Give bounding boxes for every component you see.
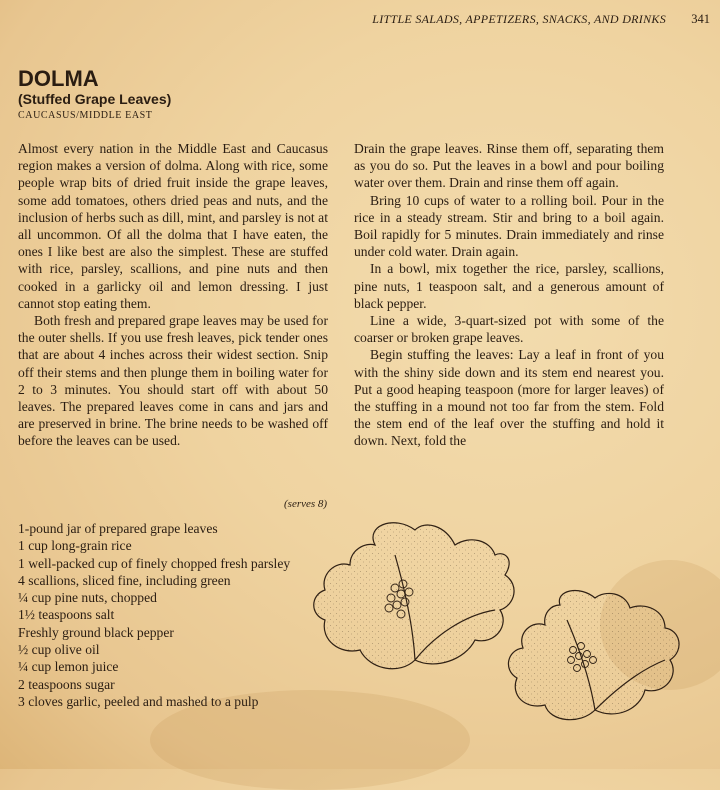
method-paragraph: Bring 10 cups of water to a rolling boil. Pour in the rice in a steady stream. Stir and bring to a boil again. Boil rapidly for 5 minutes. Drain immediately and rinse under cold water. Drain again. [354,192,664,260]
ingredient-item: ½ cup olive oil [18,642,100,658]
method-paragraph: Begin stuffing the leaves: Lay a leaf in front of you with the shiny side down and its stem end nearest you. Put a good heaping teaspoon (more for larger leaves) of the stuffing in a mound not too far from the stem. Fold the stem end of the leaf over the stuffing and hold it down. Next, fold the [354,347,664,449]
recipe-subtitle: (Stuffed Grape Leaves) [18,91,172,107]
ingredient-item: 1½ teaspoons salt [18,607,115,623]
method-paragraph: Line a wide, 3-quart-sized pot with some of the coarser or broken grape leaves. [354,313,664,346]
intro-paragraph: Almost every nation in the Middle East and Caucasus region makes a version of dolma. Along with rice, some people wrap bits of dried fruit inside the grape leaves, some add tomatoes, others dried peas and nuts, and the inclusion of herbs such as dill, mint, and parsley is not at all uncommon. Of all the dolma that I have eaten, the ones I like best are also the simplest. These are stuffed with rice, parsley, scallions, and pine nuts and then cooked in a garlicky oil and lemon dressing. I just cannot stop eating them. [18,141,328,311]
ingredient-item: 1-pound jar of prepared grape leaves [18,521,218,536]
serves-note: (serves 8) [284,498,328,510]
ingredient-item: Freshly ground black pepper [18,624,174,640]
ingredient-item: 2 teaspoons sugar [18,676,115,692]
leaf-shading [508,591,679,720]
ingredient-item: 4 scallions, sliced fine, including green [18,572,231,588]
method-paragraph: Drain the grape leaves. Rinse them off, separating them as you do so. Put the leaves in a bowl and pour boiling water over them. Drain and rinse them off again. [354,141,664,191]
method-paragraph: In a bowl, mix together the rice, parsley, scallions, pine nuts, 1 teaspoon salt, and a generous amount of black pepper. [354,261,664,311]
ingredient-list [18,520,290,710]
page-number: 341 [691,12,710,26]
recipe-title: DOLMA [18,66,99,91]
running-head: LITTLE SALADS, APPETIZERS, SNACKS, AND DRINKS [372,12,666,26]
intro-column [18,140,328,450]
grape-leaf-illustration [305,510,715,760]
leaf-shading [314,523,514,669]
ingredient-item: 1 cup long-grain rice [18,538,132,554]
intro-paragraph: Both fresh and prepared grape leaves may be used for the outer shells. If you use fresh leaves, pick tender ones that are about 4 inches across their widest section. Snip off their stems and then plunge them in boiling water for 2 to 3 minutes. You should start off with about 50 leaves. The prepared leaves come in cans and jars and are preserved in brine. The brine needs to be washed off before the leaves can be used. [18,313,328,449]
recipe-region: CAUCASUS/MIDDLE EAST [18,110,153,121]
method-column [354,140,664,450]
ingredient-item: 1 well-packed cup of finely chopped fresh parsley [18,555,291,571]
ingredient-item: ¼ cup pine nuts, chopped [18,590,157,606]
ingredient-item: ¼ cup lemon juice [18,659,119,675]
page-header [0,12,720,34]
ingredient-item: 3 cloves garlic, peeled and mashed to a pulp [18,693,259,709]
